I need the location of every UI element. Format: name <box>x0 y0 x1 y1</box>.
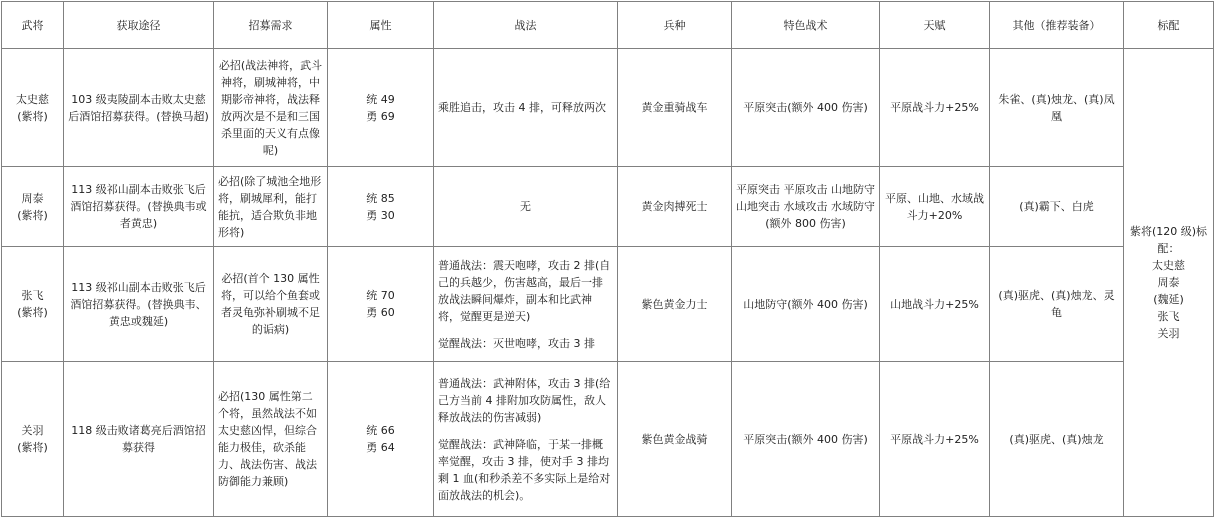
special-cell: 山地防守(额外 400 伤害) <box>732 247 880 362</box>
general-name: 太史慈 <box>16 92 49 106</box>
equipment-cell: (真)驱虎、(真)烛龙、灵龟 <box>990 247 1124 362</box>
header-row <box>2 2 1214 49</box>
troop-cell: 黄金肉搏死士 <box>618 167 732 247</box>
stat-valor: 勇 60 <box>366 306 395 319</box>
tactic-awakened: 觉醒战法：灭世咆哮，攻击 3 排 <box>438 336 595 350</box>
header-troop: 兵种 <box>618 2 732 49</box>
header-requirement: 招募需求 <box>214 2 328 49</box>
header-source: 获取途径 <box>64 2 214 49</box>
talent-cell: 平原战斗力+25% <box>880 49 990 167</box>
header-equipment: 其他（推荐装备） <box>990 2 1124 49</box>
general-rank: (紫将) <box>17 441 48 454</box>
tactics-cell <box>434 247 618 362</box>
standard-item: 张飞 <box>1157 310 1180 323</box>
tactic-normal: 普通战法：武神附体，攻击 3 排(给己方当前 4 排附加攻防属性，敌人释放战法的伤害减弱) <box>438 376 611 424</box>
talent-cell: 山地战斗力+25% <box>880 247 990 362</box>
stats-cell <box>328 167 434 247</box>
standard-item: 关羽 <box>1157 327 1180 340</box>
stat-command: 统 66 <box>366 424 395 437</box>
tactics-cell <box>434 49 618 167</box>
stat-command: 统 49 <box>366 92 395 106</box>
troop-cell: 紫色黄金战骑 <box>618 362 732 517</box>
tactics-cell <box>434 167 618 247</box>
special-cell: 平原突击(额外 400 伤害) <box>732 49 880 167</box>
stats-cell <box>328 49 434 167</box>
equipment-cell: (真)霸下、白虎 <box>990 167 1124 247</box>
table-row <box>2 362 1214 517</box>
table-row <box>2 247 1214 362</box>
standard-item: 太史慈 <box>1152 259 1185 272</box>
stats-cell <box>328 362 434 517</box>
general-cell <box>2 49 64 167</box>
source-cell: 118 级击败诸葛亮后酒馆招募获得 <box>64 362 214 517</box>
stat-command: 统 70 <box>366 289 395 302</box>
general-name: 周泰 <box>21 191 44 205</box>
standard-title: 紫将(120 级)标配： <box>1129 225 1208 255</box>
requirement-cell: 必招(首个 130 属性将，可以给个鱼套或者灵龟弥补刷城不足的诟病) <box>214 247 328 362</box>
requirement-cell: 必招(战法神将，武斗神将，刷城神将，中期影帝神将，战法释放两次是不是和三国杀里面的天义有点像呢) <box>214 49 328 167</box>
general-rank: (紫将) <box>17 208 48 222</box>
source-cell: 113 级祁山副本击败张飞后酒馆招募获得。(替换典韦、黄忠或魏延) <box>64 247 214 362</box>
stat-valor: 勇 69 <box>366 109 395 123</box>
general-cell <box>2 247 64 362</box>
special-cell: 平原突击(额外 400 伤害) <box>732 362 880 517</box>
equipment-cell: (真)驱虎、(真)烛龙 <box>990 362 1124 517</box>
troop-cell: 黄金重骑战车 <box>618 49 732 167</box>
generals-table <box>1 1 1214 517</box>
stat-valor: 勇 30 <box>366 208 395 222</box>
stats-cell <box>328 247 434 362</box>
stat-command: 统 85 <box>366 191 395 205</box>
talent-cell: 平原战斗力+25% <box>880 362 990 517</box>
header-talent: 天赋 <box>880 2 990 49</box>
tactic-awakened: 觉醒战法：武神降临，于某一排概率觉醒，攻击 3 排，使对手 3 排均剩 1 血(和秒杀差不多实际上是给对面放战法的机会)。 <box>438 437 611 502</box>
tactic-normal: 普通战法：震天咆哮，攻击 2 排(自己的兵越少，伤害越高，最后一排放战法瞬间爆炸，副本和比武神将，觉醒更是逆天) <box>438 258 611 323</box>
header-general: 武将 <box>2 2 64 49</box>
special-cell: 平原突击 平原攻击 山地防守 山地突击 水域攻击 水域防守(额外 800 伤害) <box>732 167 880 247</box>
table-row <box>2 167 1214 247</box>
source-cell: 103 级夷陵副本击败太史慈后酒馆招募获得。(替换马超) <box>64 49 214 167</box>
requirement-cell: 必招(130 属性第二个将，虽然战法不如太史慈凶悍，但综合能力极佳，砍杀能力、战法伤害、战法防御能力兼顾) <box>214 362 328 517</box>
talent-cell: 平原、山地、水域战斗力+20% <box>880 167 990 247</box>
header-special: 特色战术 <box>732 2 880 49</box>
general-cell <box>2 362 64 517</box>
standard-item: 周泰 <box>1157 276 1180 289</box>
requirement-cell: 必招(除了城池全地形将，刷城犀利，能打能抗，适合欺负非地形将) <box>214 167 328 247</box>
general-cell <box>2 167 64 247</box>
stat-valor: 勇 64 <box>366 441 395 454</box>
header-tactics: 战法 <box>434 2 618 49</box>
header-standard: 标配 <box>1124 2 1214 49</box>
tactics-cell <box>434 362 618 517</box>
header-stats: 属性 <box>328 2 434 49</box>
standard-cell <box>1124 49 1214 517</box>
general-rank: (紫将) <box>17 109 48 123</box>
source-cell: 113 级祁山副本击败张飞后酒馆招募获得。(替换典韦或者黄忠) <box>64 167 214 247</box>
standard-item: (魏延) <box>1153 293 1184 306</box>
general-name: 张飞 <box>21 289 44 302</box>
general-rank: (紫将) <box>17 306 48 319</box>
general-name: 关羽 <box>21 424 44 437</box>
tactic-normal: 乘胜追击，攻击 4 排，可释放两次 <box>438 101 606 114</box>
troop-cell: 紫色黄金力士 <box>618 247 732 362</box>
equipment-cell: 朱雀、(真)烛龙、(真)凤凰 <box>990 49 1124 167</box>
tactic-normal: 无 <box>520 200 531 213</box>
table-row <box>2 49 1214 167</box>
